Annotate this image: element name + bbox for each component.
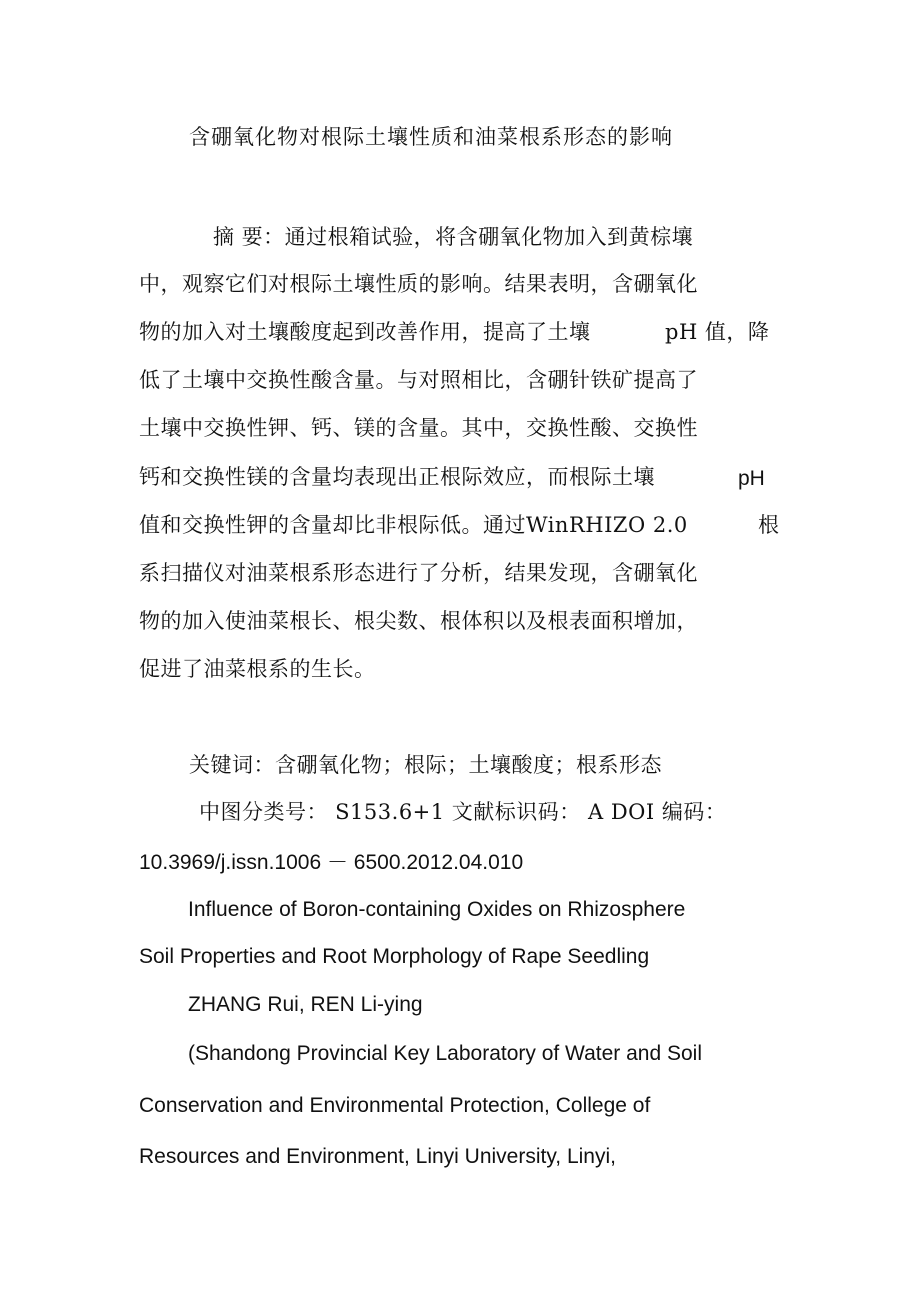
abstract-line-1: 摘 要：通过根箱试验，将含硼氧化物加入到黄棕壤 xyxy=(213,225,694,249)
abstract-line-4: 低了土壤中交换性酸含量。与对照相比，含硼针铁矿提高了 xyxy=(139,368,698,392)
english-title-line-1: Influence of Boron-containing Oxides on Rhizosphere xyxy=(188,898,686,921)
english-title-line-2: Soil Properties and Root Morphology of Rape Seedling xyxy=(139,945,650,968)
abstract-line-8: 系扫描仪对油菜根系形态进行了分析，结果发现，含硼氧化 xyxy=(139,561,698,585)
abstract-line-2: 中，观察它们对根际土壤性质的影响。结果表明，含硼氧化 xyxy=(139,272,698,296)
affiliation-line-1: (Shandong Provincial Key Laboratory of Water and Soil xyxy=(188,1042,703,1065)
keywords: 关键词：含硼氧化物；根际；土壤酸度；根系形态 xyxy=(189,753,662,777)
abstract-line-6-tail: pH xyxy=(738,467,765,490)
affiliation-line-2: Conservation and Environmental Protection, College of xyxy=(139,1094,651,1117)
chinese-title: 含硼氧化物对根际土壤性质和油菜根系形态的影响 xyxy=(189,125,673,149)
classification-line: 中图分类号： S153.6+1 文献标识码： A DOI 编码： xyxy=(199,800,727,824)
abstract-line-7-tail: 根 xyxy=(758,513,780,537)
abstract-line-10: 促进了油菜根系的生长。 xyxy=(139,657,376,681)
abstract-line-9: 物的加入使油菜根长、根尖数、根体积以及根表面积增加， xyxy=(139,609,698,633)
abstract-line-3-tail: pH 值，降 xyxy=(665,320,770,344)
doi-line: 10.3969/j.issn.1006 － 6500.2012.04.010 xyxy=(139,851,524,874)
abstract-line-5: 土壤中交换性钾、钙、镁的含量。其中，交换性酸、交换性 xyxy=(139,416,698,440)
affiliation-line-3: Resources and Environment, Linyi University, Linyi, xyxy=(139,1145,616,1168)
abstract-line-6: 钙和交换性镁的含量均表现出正根际效应，而根际土壤 xyxy=(139,465,655,489)
abstract-line-7: 值和交换性钾的含量却比非根际低。通过WinRHIZO 2.0 xyxy=(139,513,688,537)
abstract-line-3: 物的加入对土壤酸度起到改善作用，提高了土壤 xyxy=(139,320,591,344)
authors: ZHANG Rui, REN Li-ying xyxy=(188,993,423,1016)
